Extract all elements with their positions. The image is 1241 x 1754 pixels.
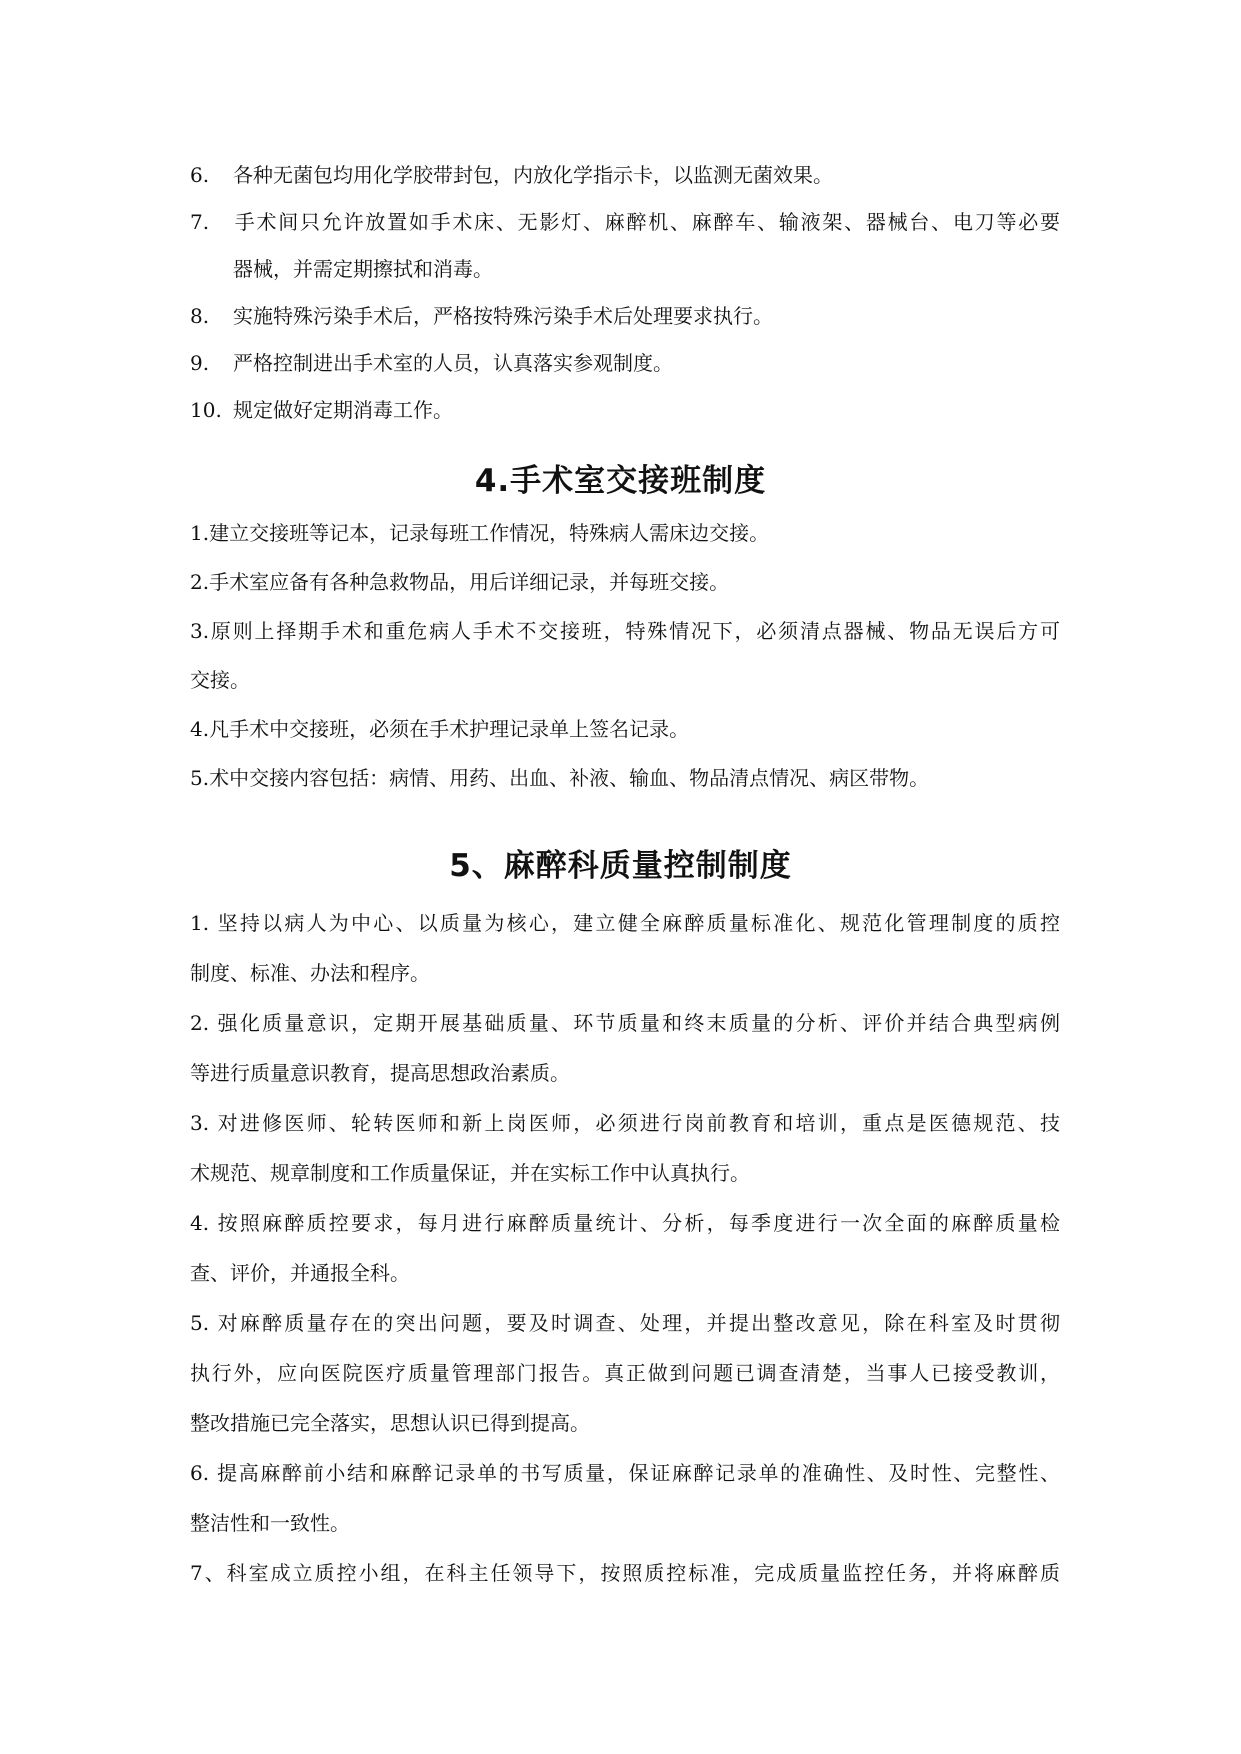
section5-line-12: 6. 提高麻醉前小结和麻醉记录单的书写质量，保证麻醉记录单的准确性、及时性、完整性、 — [190, 1461, 1060, 1485]
list-item-text: 规定做好定期消毒工作。 — [233, 398, 453, 422]
list-item-text: 手术间只允许放置如手术床、无影灯、麻醉机、麻醉车、输液架、器械台、电刀等必要 — [233, 210, 1060, 234]
section5-title: 5、麻醉科质量控制制度 — [449, 848, 792, 884]
list-item-7-continuation — [190, 244, 1103, 295]
list-item-7 — [190, 197, 1060, 248]
list-item-text: 各种无菌包均用化学胶带封包，内放化学指示卡，以监测无菌效果。 — [233, 163, 833, 187]
section5-line-5: 3. 对进修医师、轮转医师和新上岗医师，必须进行岗前教育和培训，重点是医德规范、技 — [190, 1111, 1060, 1135]
section4-line-1: 1.建立交接班等记本，记录每班工作情况，特殊病人需床边交接。 — [190, 521, 770, 545]
section4-line-3-continuation: 交接。 — [190, 668, 250, 692]
section5-line-7: 4. 按照麻醉质控要求，每月进行麻醉质量统计、分析，每季度进行一次全面的麻醉质量检 — [190, 1211, 1060, 1235]
section4-line-5: 5.术中交接内容包括：病情、用药、出血、补液、输血、物品清点情况、病区带物。 — [190, 766, 930, 790]
section5-line-13: 整洁性和一致性。 — [190, 1511, 350, 1535]
list-item-number: 10. — [190, 398, 222, 422]
list-item-number: 6. — [190, 163, 210, 187]
list-item-text: 严格控制进出手术室的人员，认真落实参观制度。 — [233, 351, 673, 375]
list-item-6 — [190, 150, 1060, 201]
section5-line-9: 5. 对麻醉质量存在的突出问题，要及时调查、处理，并提出整改意见，除在科室及时贯彻 — [190, 1311, 1060, 1335]
section4-line-3: 3.原则上择期手术和重危病人手术不交接班，特殊情况下，必须清点器械、物品无误后方可 — [190, 619, 1060, 643]
list-item-9 — [190, 338, 1060, 389]
section5-line-10: 执行外，应向医院医疗质量管理部门报告。真正做到问题已调查清楚，当事人已接受教训， — [190, 1361, 1060, 1385]
list-item-10 — [190, 385, 1060, 436]
list-item-number: 8. — [190, 304, 210, 328]
section4-line-2: 2.手术室应备有各种急救物品，用后详细记录，并每班交接。 — [190, 570, 730, 594]
section5-line-8: 查、评价，并通报全科。 — [190, 1261, 410, 1285]
list-item-number: 9. — [190, 351, 210, 375]
list-item-8 — [190, 291, 1060, 342]
list-item-number: 7. — [190, 210, 210, 234]
section5-line-3: 2. 强化质量意识，定期开展基础质量、环节质量和终末质量的分析、评价并结合典型病例 — [190, 1011, 1060, 1035]
section5-line-2: 制度、标准、办法和程序。 — [190, 961, 430, 985]
section5-line-4: 等进行质量意识教育，提高思想政治素质。 — [190, 1061, 570, 1085]
section5-line-1: 1. 坚持以病人为中心、以质量为核心，建立健全麻醉质量标准化、规范化管理制度的质控 — [190, 911, 1060, 935]
list-item-text: 器械，并需定期擦拭和消毒。 — [233, 257, 493, 281]
section5-line-6: 术规范、规章制度和工作质量保证，并在实标工作中认真执行。 — [190, 1161, 750, 1185]
section4-line-4: 4.凡手术中交接班，必须在手术护理记录单上签名记录。 — [190, 717, 690, 741]
list-item-text: 实施特殊污染手术后，严格按特殊污染手术后处理要求执行。 — [233, 304, 773, 328]
section5-line-11: 整改措施已完全落实，思想认识已得到提高。 — [190, 1411, 590, 1435]
section4-title: 4.手术室交接班制度 — [474, 463, 767, 499]
section5-line-14: 7、科室成立质控小组，在科主任领导下，按照质控标准，完成质量监控任务，并将麻醉质 — [190, 1561, 1060, 1585]
